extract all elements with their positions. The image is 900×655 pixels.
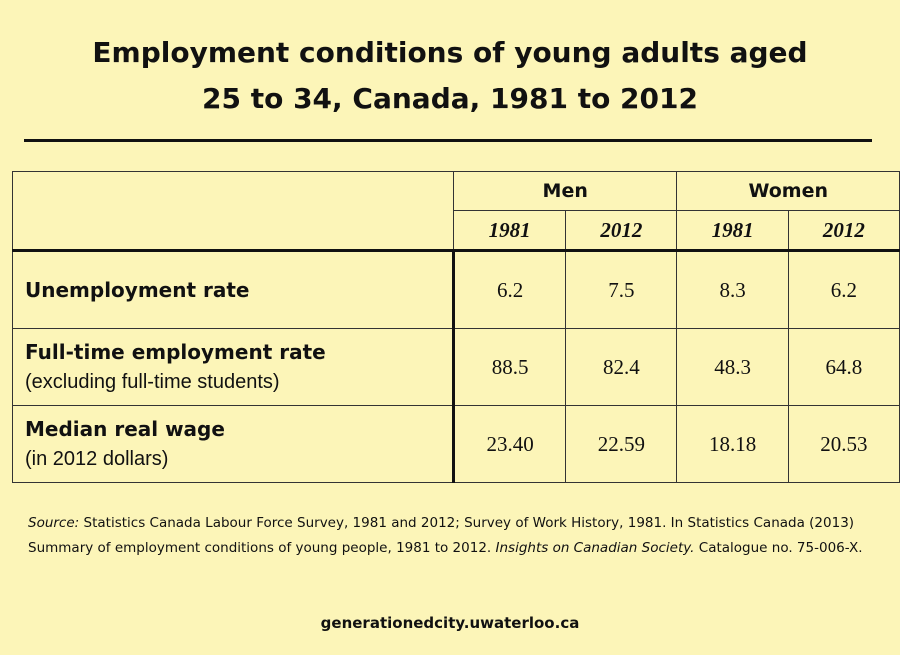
table-cell: 20.53 <box>788 406 899 483</box>
source-text-2: Catalogue no. 75-006-X. <box>694 540 863 556</box>
year-women-2012: 2012 <box>788 211 899 251</box>
year-men-1981: 1981 <box>453 211 565 251</box>
row-subtitle: (in 2012 dollars) <box>25 448 169 470</box>
empty-corner-cell <box>13 172 454 251</box>
source-publication: Insights on Canadian Society. <box>495 540 695 556</box>
row-label <box>13 406 454 483</box>
group-men: Men <box>453 172 677 211</box>
table-cell: 8.3 <box>677 251 788 329</box>
table-cell: 23.40 <box>453 406 565 483</box>
table-cell: 48.3 <box>677 329 788 406</box>
title-divider <box>24 139 872 142</box>
chart-title <box>0 30 900 122</box>
table-row-unemployment <box>13 251 900 329</box>
table-cell: 64.8 <box>788 329 899 406</box>
year-women-1981: 1981 <box>677 211 788 251</box>
table-row-wage <box>13 406 900 483</box>
row-label <box>13 329 454 406</box>
table-cell: 82.4 <box>566 329 677 406</box>
footer-url: generationedcity.uwaterloo.ca <box>320 614 580 632</box>
row-title: Full-time employment rate <box>25 340 326 364</box>
data-table <box>12 171 900 483</box>
source-label: Source: <box>28 515 80 531</box>
title-line-2: 25 to 34, Canada, 1981 to 2012 <box>201 82 698 115</box>
table-cell: 22.59 <box>566 406 677 483</box>
year-men-2012: 2012 <box>566 211 677 251</box>
source-text-1: Statistics Canada Labour Force Survey, 1981 and 2012; Survey of Work History, 1981. In Statistics Canada (2013) Summary of employment conditions of young people, 1981 to 2012. <box>28 515 855 556</box>
table-cell: 88.5 <box>453 329 565 406</box>
row-title: Unemployment rate <box>25 278 250 302</box>
row-title: Median real wage <box>25 417 225 441</box>
group-women: Women <box>677 172 900 211</box>
table-cell: 6.2 <box>453 251 565 329</box>
row-label <box>13 251 454 329</box>
table-cell: 7.5 <box>566 251 677 329</box>
group-header-row <box>13 172 900 211</box>
row-subtitle: (excluding full-time students) <box>25 371 280 393</box>
table-cell: 18.18 <box>677 406 788 483</box>
source-note <box>28 511 878 561</box>
table-row-fulltime <box>13 329 900 406</box>
table-cell: 6.2 <box>788 251 899 329</box>
title-line-1: Employment conditions of young adults aged <box>92 36 808 69</box>
